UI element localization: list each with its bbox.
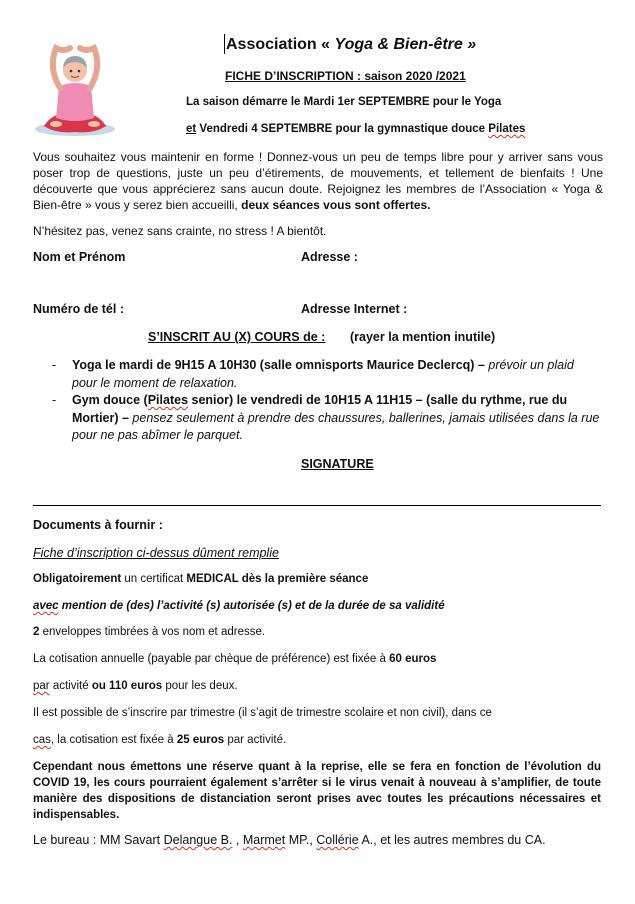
documents-fiche: Fiche d’inscription ci-dessus dûment remplie	[33, 546, 279, 560]
intro-paragraph: Vous souhaitez vous maintenir en forme ! Donnez-vous un peu de temps libre pour y arriver sans vous poser trop de questions, juste un peu d’étirements, de mouvements, et tellement de bienfaits ! Une découverte que vous apprécierez sans aucun doute. Rejoignez les membres de l’Association « Yoga & Bien-être » vous y serez bien accueilli, deux séances vous sont offertes.	[33, 150, 603, 212]
course-gym-douce: Gym douce (Pilates senior) le vendredi de 10H15 A 11H15 – (salle du rythme, rue du Mortier) – pensez seulement à prendre des chaussures, ballerines, jamais utilisées dans la rue pour ne pas abîmer le parquet.	[72, 393, 600, 442]
name-label: Nom et Prénom	[33, 250, 126, 264]
season-start-pilates: et Vendredi 4 SEPTEMBRE pour la gymnastique douce Pilates	[186, 123, 526, 135]
text-cursor	[224, 34, 225, 54]
courses-note: (rayer la mention inutile)	[350, 330, 496, 344]
documents-cotisation: La cotisation annuelle (payable par chèque de préférence) est fixée à 60 euros	[33, 653, 437, 665]
address-label: Adresse :	[301, 250, 358, 264]
yoga-figure-illustration	[34, 40, 116, 138]
courses-heading: S’INSCRIT AU (X) COURS de :	[148, 330, 326, 344]
documents-medical: Obligatoirement un certificat MEDICAL dès la première séance	[33, 573, 369, 585]
divider	[33, 505, 601, 506]
phone-label: Numéro de tél :	[33, 302, 124, 316]
documents-envelopes: 2 enveloppes timbrées à vos nom et adresse.	[33, 626, 266, 638]
email-label: Adresse Internet :	[301, 302, 408, 316]
signature-label: SIGNATURE	[301, 457, 374, 471]
intro-note: N’hésitez pas, venez sans crainte, no stress ! A bientôt.	[33, 224, 327, 238]
documents-heading: Documents à fournir :	[33, 518, 163, 532]
page-title: Association « Yoga & Bien-être »	[226, 36, 477, 53]
documents-mention: avec mention de (des) l’activité (s) autorisée (s) et de la durée de sa validité	[33, 600, 445, 612]
season-start-yoga: La saison démarre le Mardi 1er SEPTEMBRE pour le Yoga	[186, 96, 502, 108]
course-yoga: Yoga le mardi de 9H15 A 10H30 (salle omnisports Maurice Declercq) – prévoir un plaid pour le moment de relaxation.	[72, 358, 574, 390]
bullet-dash: -	[52, 358, 57, 372]
form-subtitle: FICHE D’INSCRIPTION : saison 2020 /2021	[225, 69, 466, 83]
bureau-members: Le bureau : MM Savart Delangue B. , Marmet MP., Collérie A., et les autres membres du CA.	[33, 833, 546, 847]
documents-cotisation-cont: par activité ou 110 euros pour les deux.	[33, 680, 238, 692]
documents-trimestre-cont: cas, la cotisation est fixée à 25 euros par activité.	[33, 734, 287, 746]
bullet-dash: -	[52, 393, 57, 407]
covid-warning: Cependant nous émettons une réserve quant à la reprise, elle se fera en fonction de l’évolution du COVID 19, les cours pourraient également s’arrêter si le virus venait à nouveau à s’amplifier, de toute manière des dispositions de distanciation seront prises avec toutes les précautions nécessaires et indispensables.	[33, 761, 601, 821]
documents-trimestre: Il est possible de s’inscrire par trimestre (il s’agit de trimestre scolaire et non civil), dans ce	[33, 707, 492, 719]
